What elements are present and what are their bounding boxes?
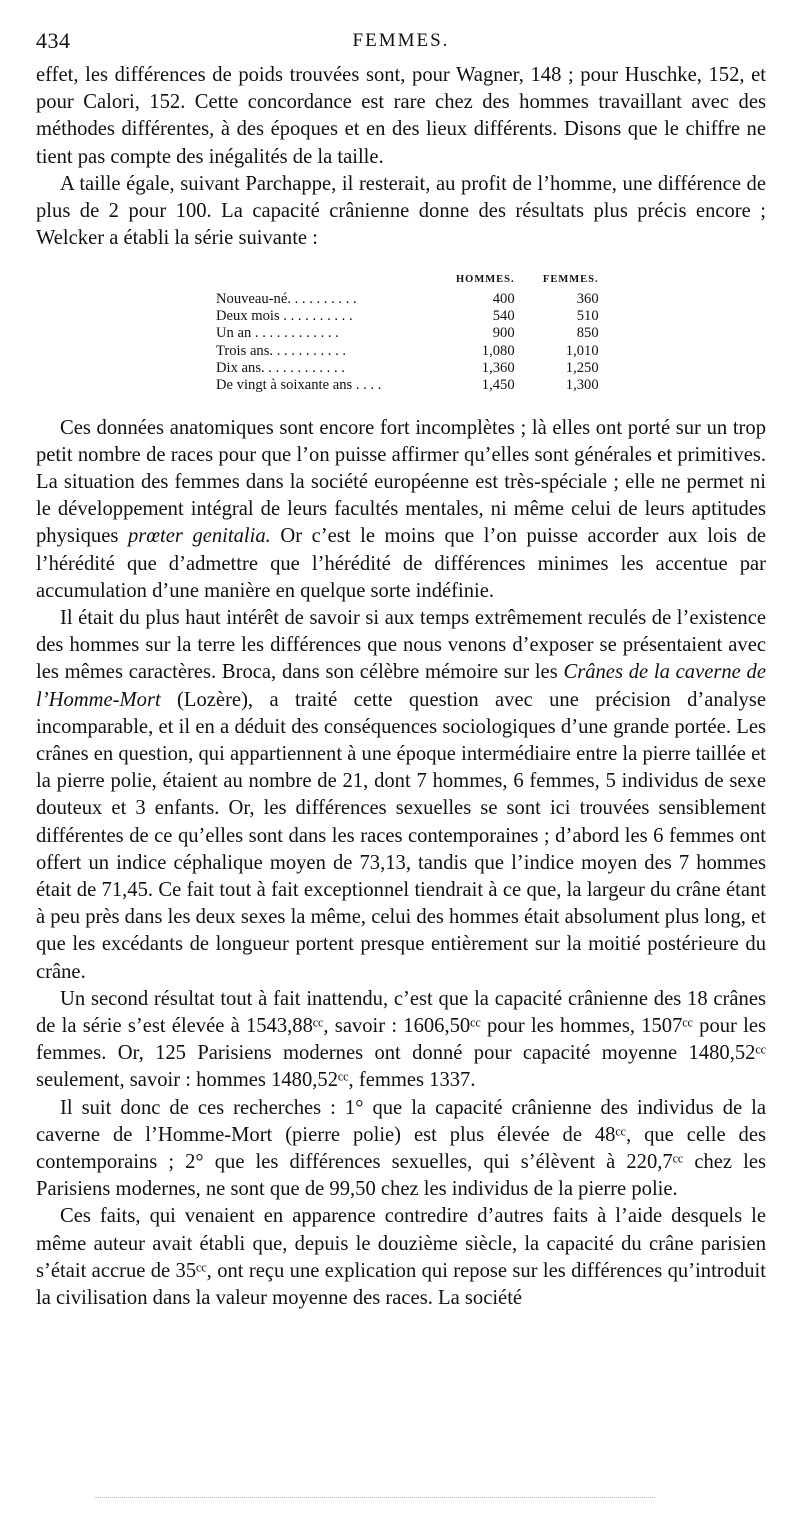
cell-hommes: 540 — [492, 308, 515, 325]
table-header-femmes: FEMMES. — [542, 274, 599, 286]
running-head: FEMMES. — [352, 30, 450, 51]
table-row — [216, 308, 599, 325]
table-header-row — [216, 271, 599, 290]
row-label: Dix ans. . . . . . . . . . . . — [216, 359, 345, 376]
page-bottom-specks — [95, 1497, 655, 1502]
page-number: 434 — [36, 28, 71, 53]
cell-femmes: 360 — [576, 290, 599, 307]
table-row — [216, 377, 599, 394]
paragraph-2: A taille égale, suivant Parchappe, il resterait, au profit de l’homme, une différence de plus de 2 pour 100. La capacité crânienne donne des résultats plus précis encore ; Welcker a établi la série suivante : — [36, 172, 766, 250]
paragraph-4 — [36, 605, 766, 986]
paragraph-6: Il suit donc de ces recherches : 1° que la capacité crânienne des individus de la caverne de l’Homme-Mort (pierre polie) est plus élevée de 48ᶜᶜ, que celle des contemporains ; 2° que les différences sexuelles, qui s’élèvent à 220,7ᶜᶜ chez les Parisiens modernes, ne sont que de 99,50 chez les individus de la pierre polie. — [36, 1096, 766, 1201]
table-row — [216, 291, 599, 308]
cell-hommes: 900 — [492, 325, 515, 342]
row-label: De vingt à soixante ans . . . . — [216, 377, 382, 394]
table-header-hommes: HOMMES. — [456, 274, 515, 286]
table-header-empty — [216, 271, 456, 290]
row-label: Deux mois . . . . . . . . . . — [216, 308, 353, 325]
row-label: Trois ans. . . . . . . . . . . — [216, 342, 347, 359]
cell-femmes: 1,250 — [565, 359, 599, 376]
cell-femmes: 850 — [576, 325, 599, 342]
cell-hommes: 1,360 — [481, 359, 515, 376]
paragraph-3-text-start: Ces données anatomiques sont encore fort incomplètes ; là elles ont porté sur un trop petit nombre de races pour que l’on puisse affirmer qu’elles sont générales et primitives. La situation des femmes dans la société européenne est très-spéciale ; elle ne permet ni le développement intégral de leurs facultés mentales, ni même celui de leurs aptitudes physiques — [36, 416, 766, 548]
paragraph-3 — [36, 415, 766, 605]
paragraph-1: effet, les différences de poids trouvées sont, pour Wagner, 148 ; pour Huschke, 152, et pour Calori, 152. Cette concordance est rare chez des hommes travaillant avec des méthodes différentes, à des époques et en des lieux différents. Disons que le chiffre ne tient pas compte des inégalités de la taille. — [36, 64, 766, 168]
cell-hommes: 1,450 — [481, 377, 515, 394]
row-label: Un an . . . . . . . . . . . . — [216, 325, 339, 342]
cell-femmes: 510 — [576, 308, 599, 325]
paragraph-4-italic-title: Crânes de la caverne de l’Homme-Mort — [36, 661, 766, 711]
paragraph-7: Ces faits, qui venaient en apparence contredire d’autres faits à l’aide desquels le même auteur avait établi que, depuis le douzième siècle, la capacité du crâne parisien s’était accrue de 35ᶜᶜ, ont reçu une explication qui repose sur les différences qu’introduit la civilisation dans la valeur moyenne des races. La société — [36, 1205, 766, 1309]
row-label: Nouveau-né. . . . . . . . . . — [216, 290, 357, 307]
paragraph-3-text-end: Or c’est le moins que l’on puisse accorder aux lois de l’hérédité que d’admettre que l’hérédité de différences minimes les accentue par accumulation d’une manière en quelque sorte indéfinie. — [36, 525, 767, 602]
paragraph-5: Un second résultat tout à fait inattendu, c’est que la capacité crânienne des 18 crânes de la série s’est élevée à 1543,88ᶜᶜ, savoir : 1606,50ᶜᶜ pour les hommes, 1507ᶜᶜ pour les femmes. Or, 125 Parisiens modernes ont donné pour capacité moyenne 1480,52ᶜᶜ seulement, savoir : hommes 1480,52ᶜᶜ, femmes 1337. — [36, 987, 766, 1092]
table-row — [216, 325, 599, 342]
table-row — [216, 360, 599, 377]
cell-hommes: 1,080 — [481, 342, 515, 359]
paragraph-4-text-start: Il était du plus haut intérêt de savoir si aux temps extrêmement reculés de l’existence des hommes sur la terre les différences que nous venons d’exposer se présentaient avec les mêmes caractères. Broca, dans son célèbre mémoire sur les — [36, 606, 766, 684]
paragraph-3-italic-phrase: prœter genitalia. — [127, 525, 271, 548]
page-header — [36, 28, 766, 62]
paragraph-4-text-end: (Lozère), a traité cette question avec une précision d’analyse incomparable, et il en a déduit des conséquences sociologiques d’une grande portée. Les crânes en question, qui appartiennent à une époque intermédiaire entre la pierre taillée et la pierre polie, étaient au nombre de 21, dont 7 hommes, 6 femmes, 5 individus de sexe douteux et 3 enfants. Or, les différences sexuelles se sont ici trouvées sensiblement différentes de ce qu’elles sont dans les races contemporaines ; d’abord les 6 femmes ont offert un indice céphalique moyen de 73,13, tandis que l’indice moyen des 7 hommes était de 71,45. Ce fait tout à fait exceptionnel tiendrait à ce que, la largeur du crâne étant à peu près dans les deux sexes la même, celui des hommes était absolument plus long, et que les excédants de longueur portent presque entièrement sur la moitié postérieure du crâne. — [36, 688, 766, 983]
skull-capacity-table-wrapper — [36, 271, 766, 394]
table-row — [216, 343, 599, 360]
cell-femmes: 1,300 — [565, 377, 599, 394]
skull-capacity-table — [216, 271, 599, 394]
cell-hommes: 400 — [492, 290, 515, 307]
cell-femmes: 1,010 — [565, 342, 599, 359]
book-page — [36, 28, 766, 1312]
